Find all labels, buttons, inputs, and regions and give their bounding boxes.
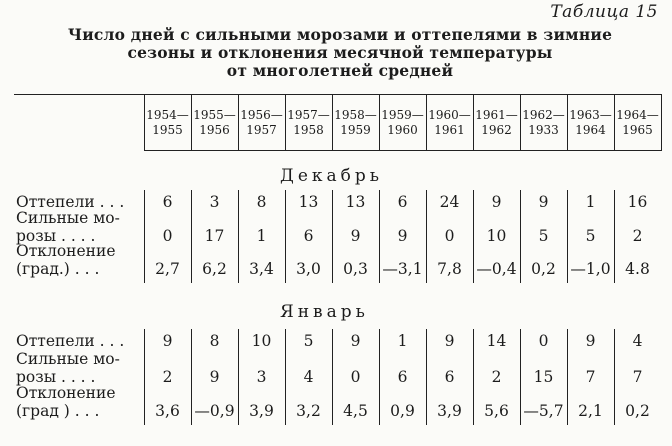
- table-cell: 16: [627, 193, 648, 211]
- row-label: Оттепели . . .: [16, 193, 125, 211]
- table-cell: 9: [397, 227, 408, 245]
- section-heading: Январь: [280, 302, 369, 322]
- table-cell: 17: [204, 227, 225, 245]
- year-header-line: 1965: [622, 123, 653, 137]
- year-header-line: 1957: [246, 123, 277, 137]
- title-line-1: Число дней с сильными морозами и оттепелями в зимние: [67, 25, 613, 44]
- year-header: [144, 98, 191, 148]
- year-header: [520, 98, 567, 148]
- year-header-line: 1962: [481, 123, 512, 137]
- top-rule: [14, 94, 662, 95]
- year-header-line: 1957—: [287, 108, 330, 122]
- row-label: Оттепели . . .: [16, 332, 125, 350]
- year-header-line: 1955—: [193, 108, 236, 122]
- table-cell: 0,2: [531, 260, 556, 278]
- table-cell: 5,6: [484, 402, 509, 420]
- year-header-line: 1960: [387, 123, 418, 137]
- table-cell: 0: [350, 368, 361, 386]
- table-cell: 6: [303, 227, 314, 245]
- year-header-line: 1962—: [522, 108, 565, 122]
- table-cell: 7: [632, 368, 643, 386]
- table-cell: 3,2: [296, 402, 321, 420]
- table-cell: —1,0: [570, 260, 611, 278]
- year-header-line: 1959: [340, 123, 371, 137]
- year-header-line: 1961—: [475, 108, 518, 122]
- row-label: розы . . . .: [16, 368, 96, 386]
- table-cell: 8: [256, 193, 267, 211]
- year-header: [426, 98, 473, 148]
- row-label: Отклонение: [16, 242, 116, 260]
- row-label: Сильные мо-: [16, 209, 120, 227]
- year-header-line: 1961: [434, 123, 465, 137]
- table-cell: 3,6: [155, 402, 180, 420]
- table-cell: 2: [162, 368, 173, 386]
- table-cell: 4.8: [625, 260, 650, 278]
- year-header-line: 1956—: [240, 108, 283, 122]
- table-cell: 1: [397, 332, 408, 350]
- table-cell: 9: [538, 193, 549, 211]
- table-cell: 6: [397, 368, 408, 386]
- section-heading: Декабрь: [280, 166, 384, 186]
- row-label: Отклонение: [16, 384, 116, 402]
- table-cell: 10: [251, 332, 272, 350]
- table-cell: 4: [303, 368, 314, 386]
- table-cell: 0: [538, 332, 549, 350]
- table-cell: —3,1: [382, 260, 423, 278]
- table-cell: 0,3: [343, 260, 368, 278]
- row-label: Сильные мо-: [16, 350, 120, 368]
- table-cell: 13: [345, 193, 366, 211]
- year-header-line: 1954—: [146, 108, 189, 122]
- year-header-line: 1964—: [616, 108, 659, 122]
- table-cell: 0,9: [390, 402, 415, 420]
- year-header: [473, 98, 520, 148]
- year-header-line: 1955: [152, 123, 183, 137]
- table-cell: 13: [298, 193, 319, 211]
- year-header-line: 1959—: [381, 108, 424, 122]
- table-cell: 6: [162, 193, 173, 211]
- table-title: [40, 26, 640, 80]
- table-cell: 5: [538, 227, 549, 245]
- table-cell: —0,4: [476, 260, 517, 278]
- title-line-3: от многолетней средней: [226, 61, 454, 80]
- table-cell: 5: [585, 227, 596, 245]
- table-cell: 4,5: [343, 402, 368, 420]
- year-header-line: 1933: [528, 123, 559, 137]
- year-header: [285, 98, 332, 148]
- table-cell: 9: [444, 332, 455, 350]
- year-header: [191, 98, 238, 148]
- table-cell: 9: [350, 332, 361, 350]
- table-cell: 9: [209, 368, 220, 386]
- table-cell: 6: [397, 193, 408, 211]
- table-cell: 0,2: [625, 402, 650, 420]
- table-cell: 0: [162, 227, 173, 245]
- table-cell: 7: [585, 368, 596, 386]
- table-cell: 4: [632, 332, 643, 350]
- table-cell: 2,1: [578, 402, 603, 420]
- table-number: Таблица 15: [550, 2, 658, 22]
- title-line-2: сезоны и отклонения месячной температуры: [127, 43, 553, 62]
- table-cell: 10: [486, 227, 507, 245]
- table-cell: 7,8: [437, 260, 462, 278]
- year-header: [379, 98, 426, 148]
- table-cell: 15: [533, 368, 554, 386]
- table-cell: 14: [486, 332, 507, 350]
- table-cell: 0: [444, 227, 455, 245]
- table-cell: —5,7: [523, 402, 564, 420]
- header-column-line: [661, 95, 662, 150]
- year-header-line: 1958—: [334, 108, 377, 122]
- table-cell: 24: [439, 193, 460, 211]
- table-cell: —0,9: [194, 402, 235, 420]
- row-label: (град.) . . .: [16, 260, 100, 278]
- year-header: [567, 98, 614, 148]
- table-cell: 9: [350, 227, 361, 245]
- table-cell: 3: [256, 368, 267, 386]
- year-header: [332, 98, 379, 148]
- table-cell: 9: [162, 332, 173, 350]
- table-cell: 3,9: [249, 402, 274, 420]
- table-cell: 6: [444, 368, 455, 386]
- table-cell: 2,7: [155, 260, 180, 278]
- table-cell: 3,4: [249, 260, 274, 278]
- year-header-line: 1958: [293, 123, 324, 137]
- year-header: [238, 98, 285, 148]
- table-cell: 3,0: [296, 260, 321, 278]
- table-cell: 6,2: [202, 260, 227, 278]
- year-header-line: 1964: [575, 123, 606, 137]
- table-cell: 1: [585, 193, 596, 211]
- row-label: (град ) . . .: [16, 402, 100, 420]
- year-header-line: 1956: [199, 123, 230, 137]
- table-cell: 9: [585, 332, 596, 350]
- table-cell: 5: [303, 332, 314, 350]
- table-cell: 3,9: [437, 402, 462, 420]
- table-cell: 2: [632, 227, 643, 245]
- table-cell: 8: [209, 332, 220, 350]
- table-cell: 3: [209, 193, 220, 211]
- header-bottom-rule: [144, 150, 662, 151]
- table-cell: 1: [256, 227, 267, 245]
- year-header-line: 1960—: [428, 108, 471, 122]
- table-cell: 2: [491, 368, 502, 386]
- row-label: розы . . . .: [16, 227, 96, 245]
- year-header: [614, 98, 661, 148]
- year-header-line: 1963—: [569, 108, 612, 122]
- table-cell: 9: [491, 193, 502, 211]
